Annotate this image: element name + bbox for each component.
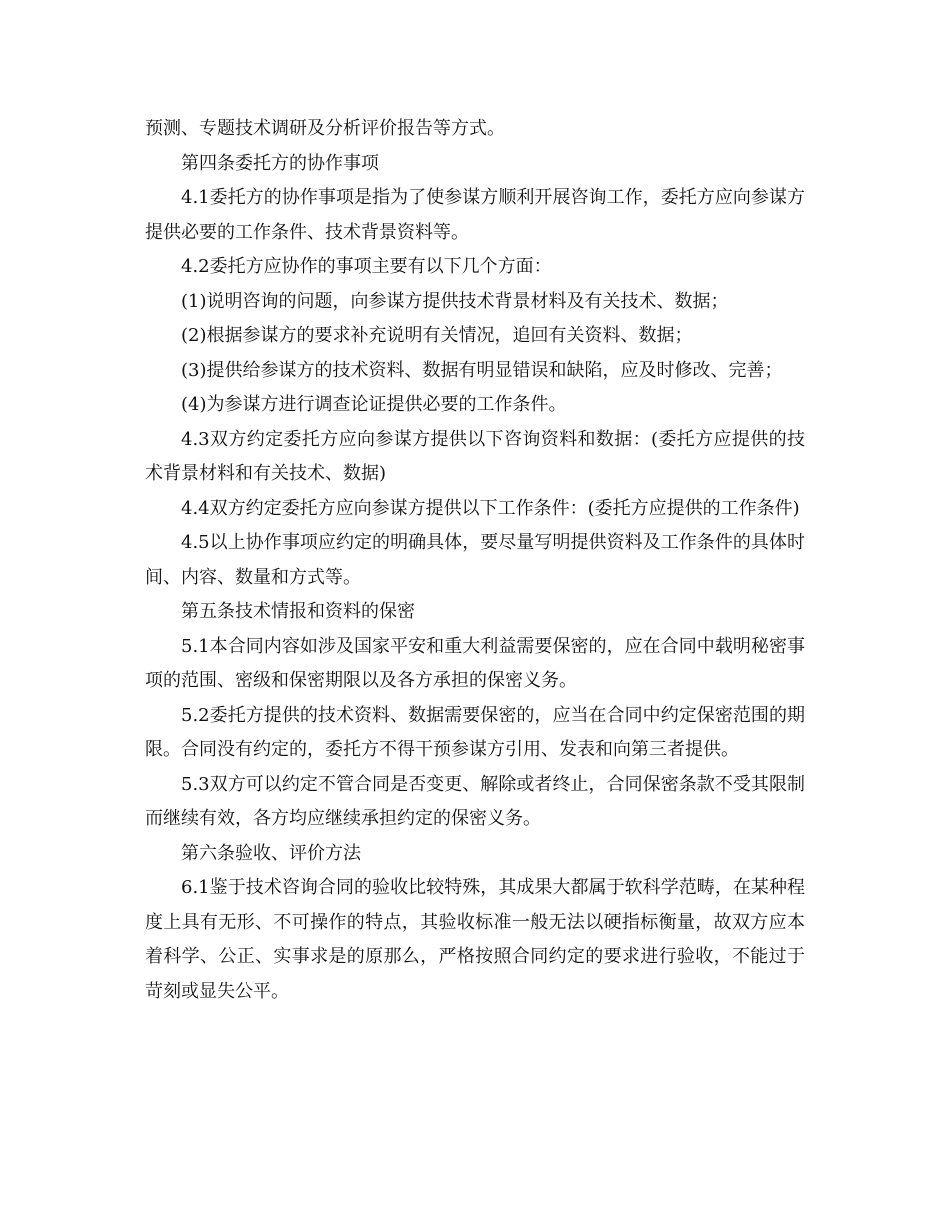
clause-4-3: 4.3双方约定委托方应向参谋方提供以下咨询资料和数据：(委托方应提供的技术背景材料和有关技术、数据) xyxy=(145,428,805,484)
section-5-heading: 第五条技术情报和资料的保密 xyxy=(181,601,415,622)
section-6-heading: 第六条验收、评价方法 xyxy=(181,842,361,864)
clause-4-2-item-3: (3)提供给参谋方的技术资料、数据有明显错误和缺陷，应及时修改、完善； xyxy=(181,359,783,381)
clause-4-5: 4.5以上协作事项应约定的明确具体，要尽量写明提供资料及工作条件的具体时间、内容、数量和方式等。 xyxy=(145,532,805,588)
clause-6-1: 6.1鉴于技术咨询合同的验收比较特殊，其成果大都属于软科学范畴，在某种程度上具有无形、不可操作的特点，其验收标准一般无法以硬指标衡量，故双方应本着科学、公正、实事求是的原那么，严格按照合同约定的要求进行验收，不能过于苛刻或显失公平。 xyxy=(145,877,805,1002)
clause-4-2-item-2: (2)根据参谋方的要求补充说明有关情况，追回有关资料、数据； xyxy=(181,325,693,346)
section-4-heading: 第四条委托方的协作事项 xyxy=(181,152,379,174)
clause-4-2-item-1: (1)说明咨询的问题，向参谋方提供技术背景材料及有关技术、数据； xyxy=(181,290,729,312)
clause-4-2-item-4: (4)为参谋方进行调查论证提供必要的工作条件。 xyxy=(181,394,567,415)
document-body xyxy=(145,112,805,1009)
clause-4-2: 4.2委托方应协作的事项主要有以下几个方面： xyxy=(181,256,552,277)
paragraph-1: 预测、专题技术调研及分析评价报告等方式。 xyxy=(145,118,505,139)
clause-5-2: 5.2委托方提供的技术资料、数据需要保密的，应当在合同中约定保密范围的期限。合同没有约定的，委托方不得干预参谋方引用、发表和向第三者提供。 xyxy=(145,704,805,760)
clause-5-1: 5.1本合同内容如涉及国家平安和重大利益需要保密的，应在合同中载明秘密事项的范围、密级和保密期限以及各方承担的保密义务。 xyxy=(145,635,805,691)
clause-5-3: 5.3双方可以约定不管合同是否变更、解除或者终止，合同保密条款不受其限制而继续有效，各方均应继续承担约定的保密义务。 xyxy=(145,773,805,829)
clause-4-1: 4.1委托方的协作事项是指为了使参谋方顺利开展咨询工作，委托方应向参谋方提供必要的工作条件、技术背景资料等。 xyxy=(145,187,805,243)
clause-4-4: 4.4双方约定委托方应向参谋方提供以下工作条件：(委托方应提供的工作条件) xyxy=(181,497,800,519)
